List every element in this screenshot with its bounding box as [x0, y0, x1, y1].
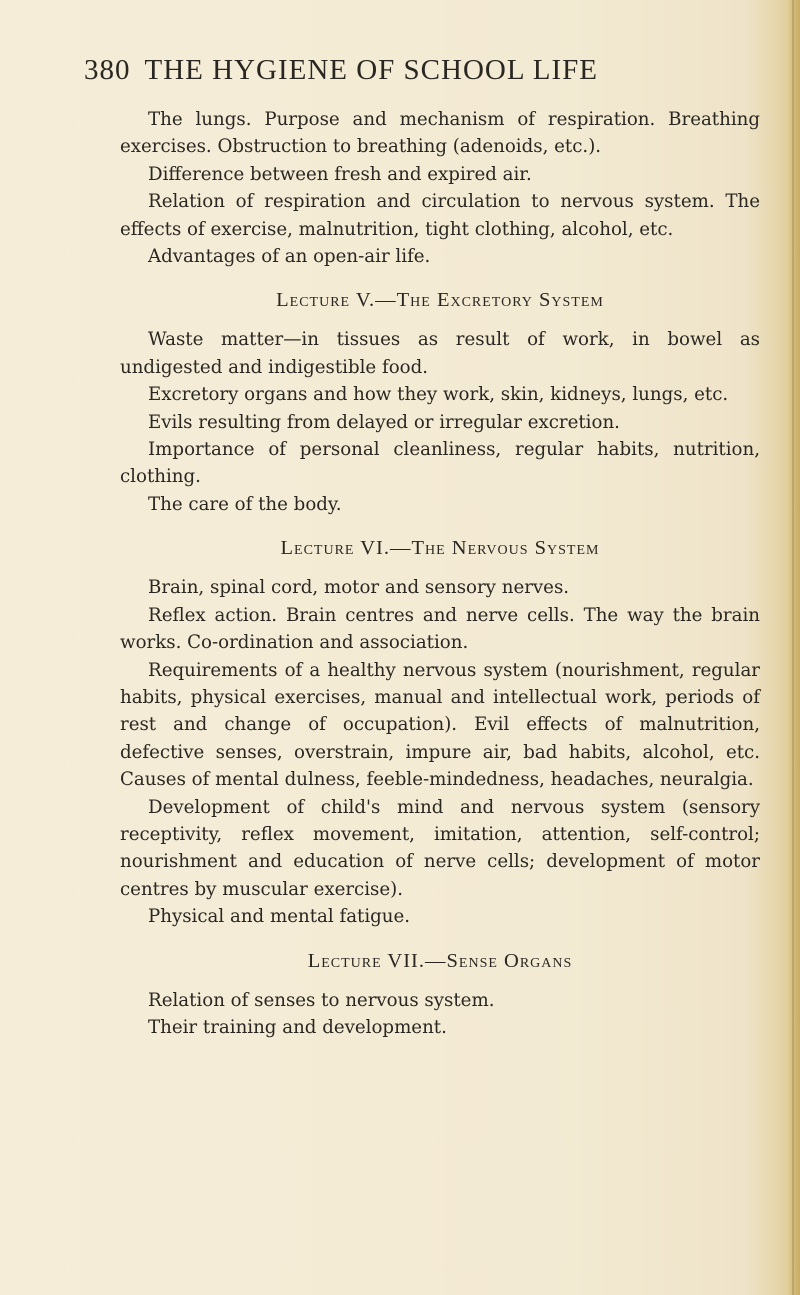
- lecture-section: [120, 987, 760, 1042]
- lecture-heading: Lecture V.—The Excretory System: [276, 289, 604, 312]
- page-edge-line: [792, 0, 794, 1295]
- intro-block: [120, 106, 760, 270]
- section-paragraph: Requirements of a healthy nervous system (nourishment, regular habits, physical exercises, manual and intellectual work, periods of rest and change of occupation). Evil effects of malnutrition, defective senses, overstrain, impure air, bad habits, alcohol, etc. Causes of mental dulness, feeble-mindedness, headaches, neuralgia.: [120, 659, 760, 791]
- page-body: [120, 106, 760, 1055]
- page-number: 380: [84, 54, 131, 86]
- section-paragraph: Relation of senses to nervous system.: [148, 989, 495, 1011]
- section-paragraph: Brain, spinal cord, motor and sensory nerves.: [148, 577, 570, 599]
- lecture-heading: Lecture VII.—Sense Organs: [307, 949, 573, 972]
- section-paragraph: Evils resulting from delayed or irregular excretion.: [148, 411, 620, 433]
- section-paragraph: Excretory organs and how they work, skin, kidneys, lungs, etc.: [148, 384, 729, 406]
- section-paragraph: Importance of personal cleanliness, regular habits, nutrition, clothing.: [120, 439, 760, 488]
- lecture-section: [120, 574, 760, 930]
- running-header: [84, 54, 598, 87]
- lecture-section: [120, 326, 760, 518]
- intro-paragraph: Advantages of an open-air life.: [148, 246, 431, 268]
- section-paragraph: Waste matter—in tissues as result of work, in bowel as undigested and indigestible food.: [120, 329, 760, 378]
- intro-paragraph: Difference between fresh and expired air.: [148, 163, 532, 185]
- section-paragraph: Physical and mental fatigue.: [148, 906, 411, 928]
- intro-paragraph: The lungs. Purpose and mechanism of respiration. Breathing exercises. Obstruction to breathing (adenoids, etc.).: [120, 109, 760, 158]
- section-paragraph: Their training and development.: [148, 1016, 447, 1038]
- section-paragraph: Reflex action. Brain centres and nerve cells. The way the brain works. Co-ordination and association.: [120, 604, 760, 654]
- intro-paragraph: Relation of respiration and circulation to nervous system. The effects of exercise, malnutrition, tight clothing, alcohol, etc.: [120, 191, 760, 240]
- section-paragraph: Development of child's mind and nervous system (sensory receptivity, reflex movement, imitation, attention, self-control; nourishment and education of nerve cells; development of motor centres by muscular exercise).: [120, 796, 760, 900]
- section-paragraph: The care of the body.: [148, 493, 342, 515]
- running-title: THE HYGIENE OF SCHOOL LIFE: [144, 54, 598, 86]
- lecture-heading: Lecture VI.—The Nervous System: [280, 537, 600, 560]
